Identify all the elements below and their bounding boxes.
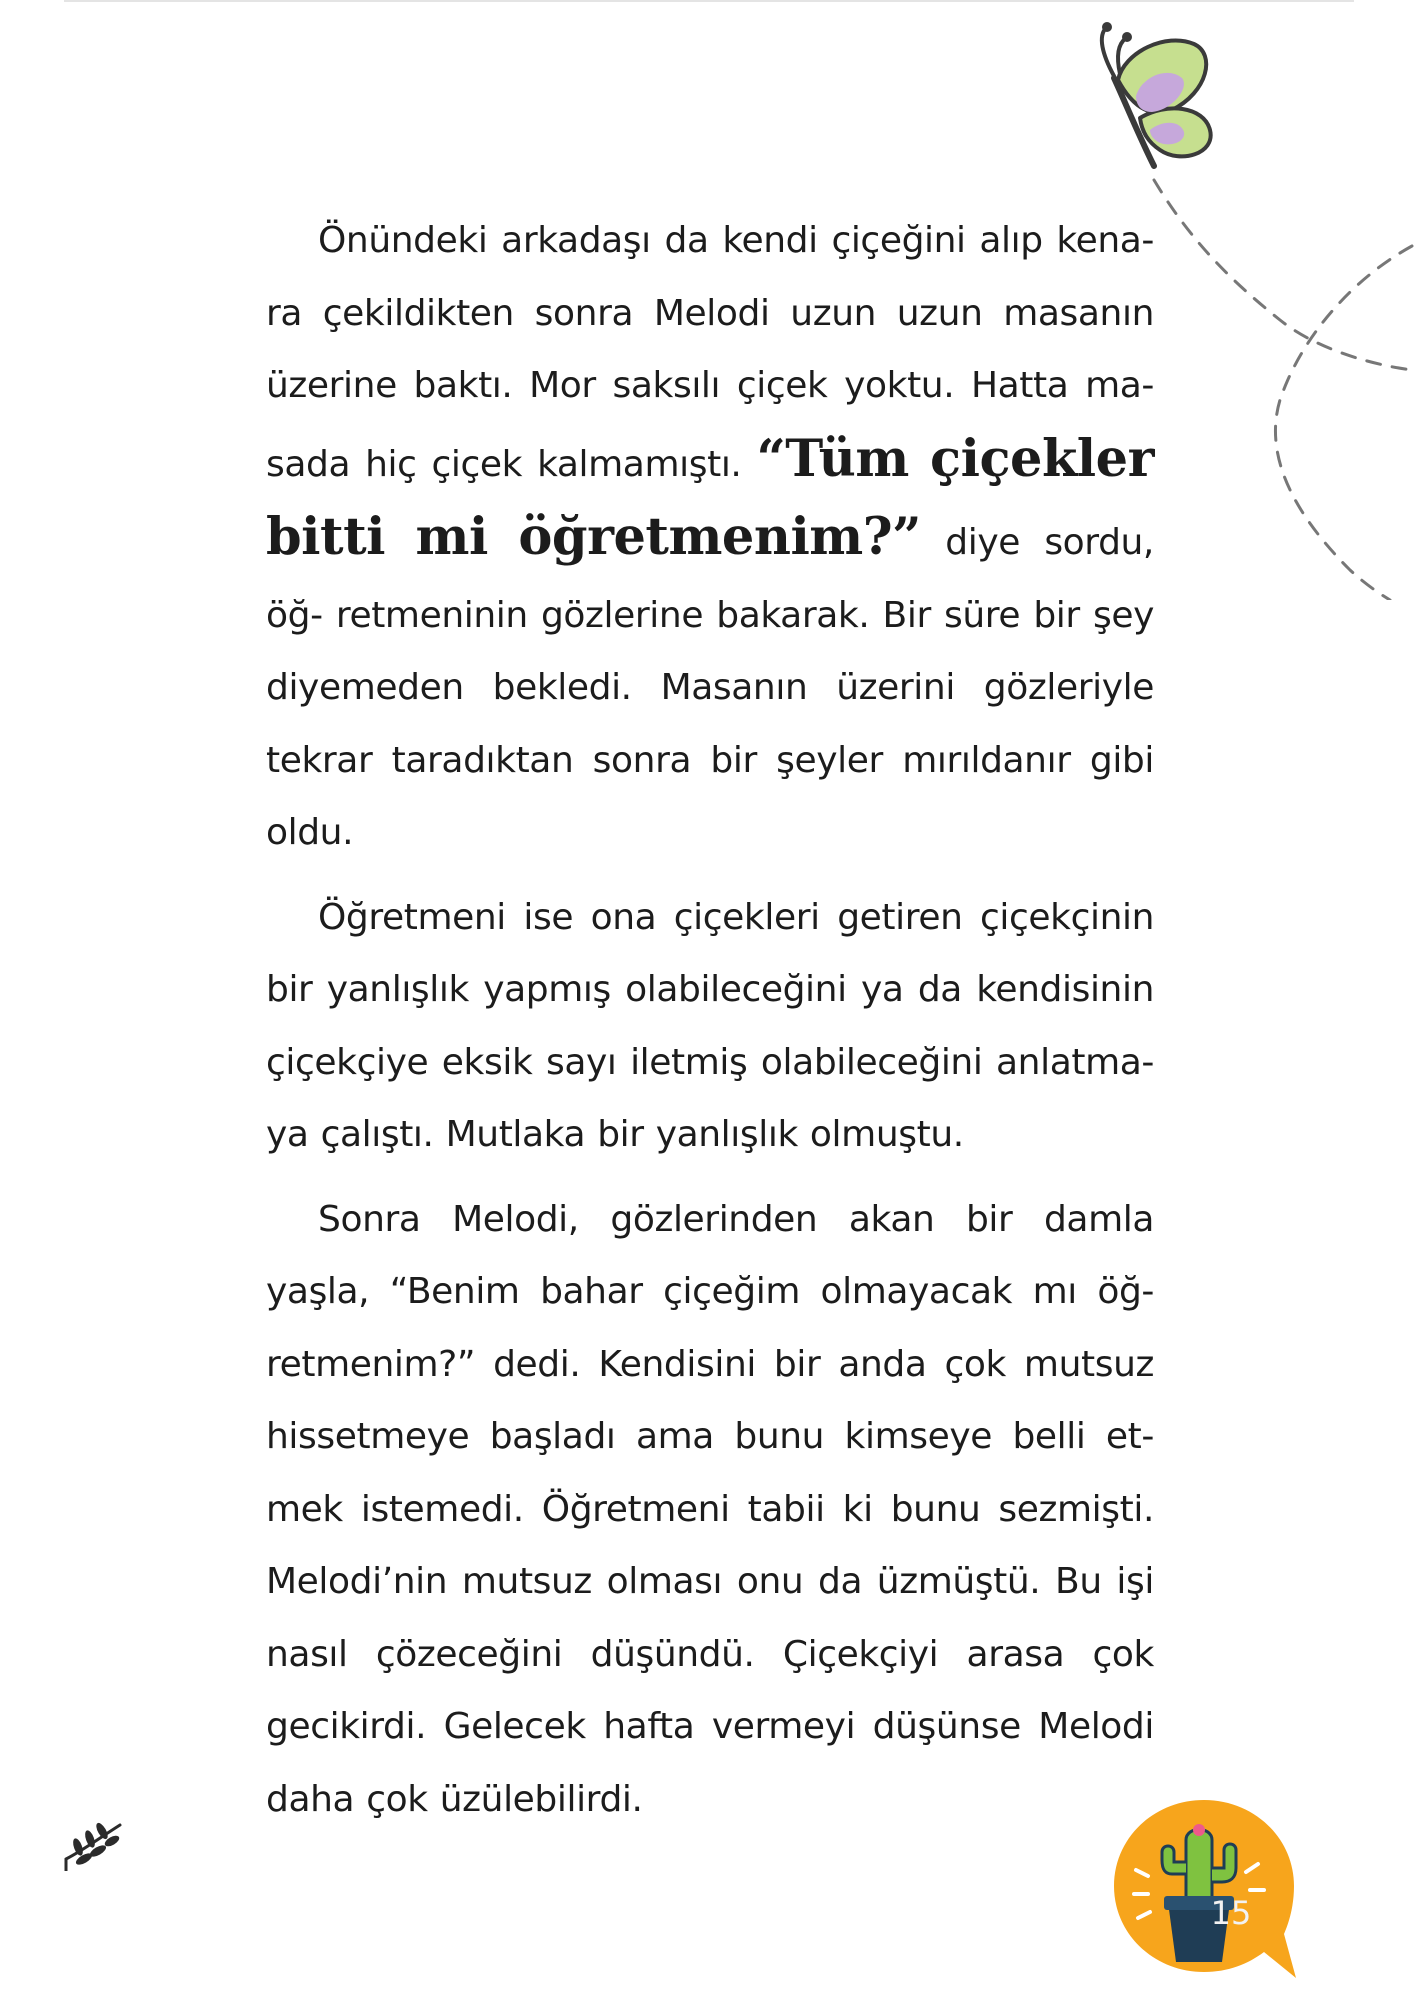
- paragraph-1: [266, 205, 1154, 870]
- paragraph-2: Öğretmeni ise ona çiçekleri getiren çiçekçinin bir yanlışlık yapmış olabileceğini ya da kendisinin çiçekçiye eksik sayı iletmiş olabileceğini anlatma- ya çalıştı. Mutlaka bir yanlışlık olmuştu.: [266, 896, 1154, 1155]
- leaf-sprig-icon: [62, 1815, 124, 1873]
- paragraph-3: Sonra Melodi, gözlerinden akan bir damla yaşla, “Benim bahar çiçeğim olmayacak mı öğ- retmenim?” dedi. Kendisini bir anda çok mutsuz hissetmeye başladı ama bunu kimseye belli et- mek istemedi. Öğretmeni tabii ki bunu sezmişti. Melodi’nin mutsuz olması onu da üzmüştü. Bu işi nasıl çözeceğini düşündü. Çiçekçiyi arasa çok gecikirdi. Gelecek hafta vermeyi düşünse Melodi daha çok üzülebilirdi.: [266, 1198, 1154, 1820]
- story-text: [266, 205, 1154, 1848]
- top-rule: [64, 0, 1354, 2]
- paragraph-1-rest: diye sordu, öğ- retmeninin gözlerine bakarak. Bir süre bir şey diyemeden bekledi. Masanın üzerini gözleriyle tekrar taradıktan sonra bir şeyler mırıldanır gibi oldu.: [266, 522, 1154, 853]
- butterfly-icon: [1076, 14, 1226, 174]
- paragraph-1-intro: Önündeki arkadaşı da kendi çiçeğini alıp kena- ra çekildikten sonra Melodi uzun uzun masanın üzerine baktı. Mor saksılı çiçek yoktu. Hatta ma- sada hiç çiçek kalmamıştı.: [266, 220, 1154, 485]
- highlighted-quote: “Tüm çiçekler bitti mi öğretmenim?”: [266, 428, 1154, 567]
- dashed-flight-path: [1150, 170, 1414, 600]
- page-number: 15: [1210, 1894, 1252, 1932]
